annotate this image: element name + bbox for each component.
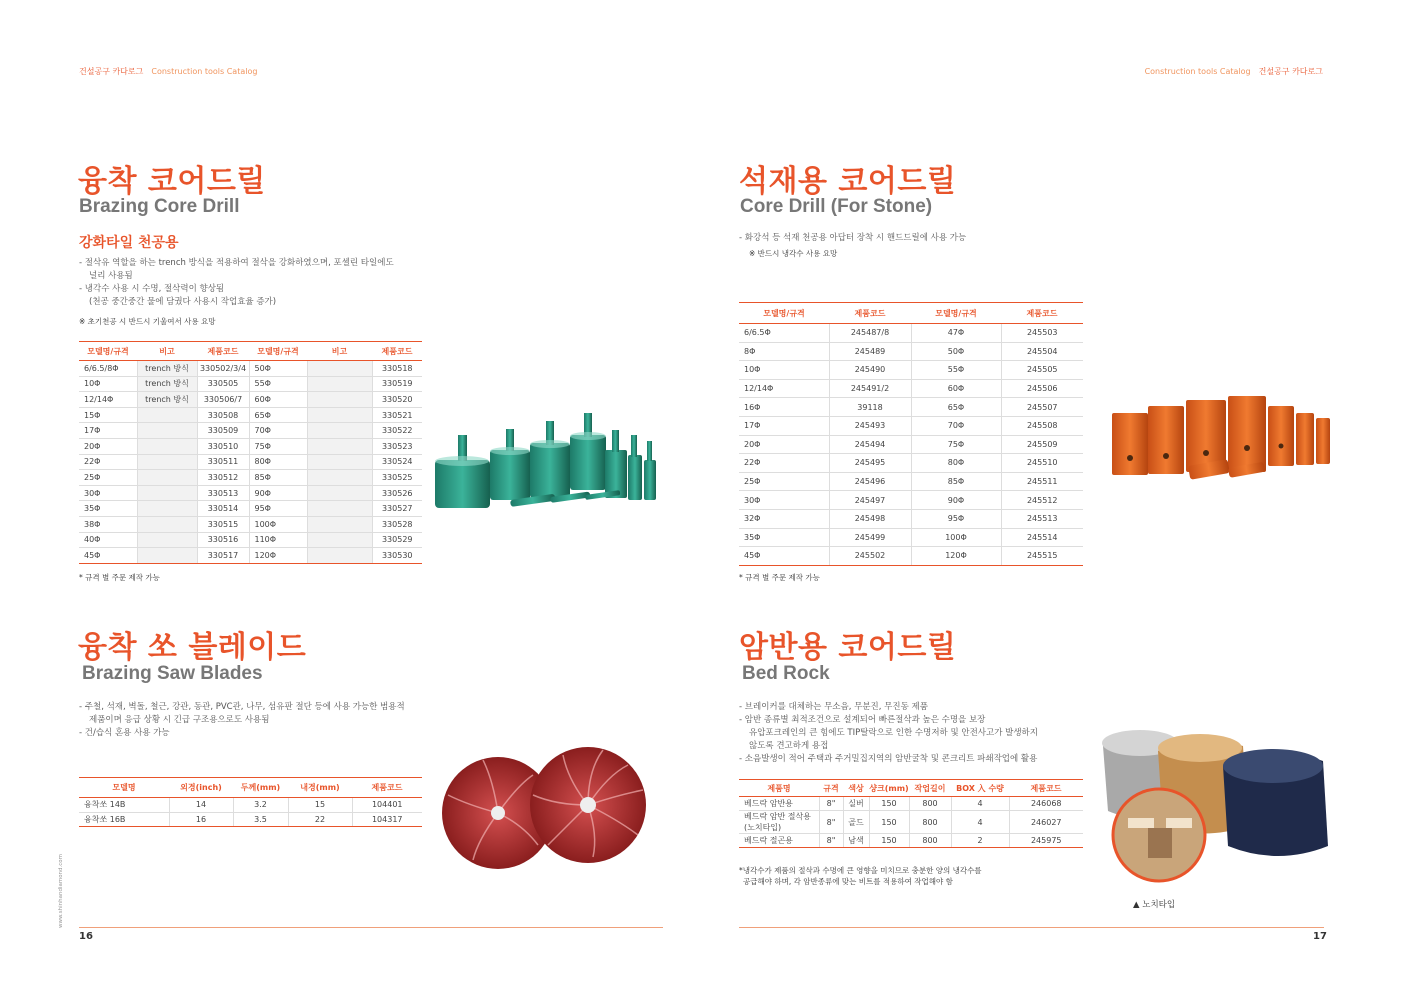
table-cell: 330521 — [372, 407, 422, 423]
table-cell — [137, 454, 197, 470]
table-cell: 800 — [909, 834, 951, 848]
table-cell — [307, 407, 372, 423]
table-row — [739, 342, 1083, 361]
table-cell: 330523 — [372, 438, 422, 454]
header-right-ko: 건설공구 카다로그 — [1258, 67, 1323, 76]
table-cell: 245509 — [1001, 435, 1083, 454]
table-cell: 베드락 암반 절삭용 (노치타입) — [739, 811, 819, 834]
table-cell: 55Φ — [249, 376, 307, 392]
footer-line-right — [739, 927, 1324, 928]
bullet: 제품이며 응급 상황 시 긴급 구조용으로도 사용됨 — [89, 715, 270, 725]
table-cell: 6/6.5Φ — [739, 324, 829, 343]
table-cell: 245508 — [1001, 416, 1083, 435]
table-cell: 100Φ — [911, 528, 1001, 547]
brazing-core-title: 융착 코어드릴 — [78, 164, 266, 199]
table-cell: 베드락 절곤용 — [739, 834, 819, 848]
table-cell: 35Φ — [79, 501, 137, 517]
table-cell: 245975 — [1009, 834, 1083, 848]
table-cell: 85Φ — [911, 472, 1001, 491]
table-cell: 75Φ — [911, 435, 1001, 454]
bullet: - 절삭유 역할을 하는 trench 방식을 적용하여 절삭을 강화하였으며, 포셀린 타일에도 — [79, 258, 394, 268]
bullet: - 주철, 석재, 벽돌, 철근, 강관, 동관, PVC관, 나무, 섬유판 절단 등에 사용 가능한 범용적 — [79, 702, 405, 712]
table-cell: 실버 — [843, 797, 869, 811]
table-cell: 80Φ — [249, 454, 307, 470]
table-cell — [307, 516, 372, 532]
table-cell: 245502 — [829, 547, 911, 566]
page-number-left: 16 — [79, 931, 93, 942]
brazing-core-footnote: * 규격 별 주문 제작 가능 — [79, 573, 160, 582]
table-row — [79, 548, 422, 564]
table-cell: 330509 — [197, 423, 249, 439]
table-cell — [307, 423, 372, 439]
table-cell: 95Φ — [249, 501, 307, 517]
table-cell: 50Φ — [911, 342, 1001, 361]
table-cell: 330517 — [197, 548, 249, 564]
table-cell: 245494 — [829, 435, 911, 454]
table-cell: 65Φ — [911, 398, 1001, 417]
table-cell: 3.5 — [233, 812, 288, 827]
table-cell: 246068 — [1009, 797, 1083, 811]
bullet: - 건/습식 혼용 사용 가능 — [79, 728, 170, 738]
table-cell: 330524 — [372, 454, 422, 470]
table-cell: 330515 — [197, 516, 249, 532]
table-cell: 15 — [288, 798, 352, 813]
table-header: 모델명/규격 — [911, 303, 1001, 324]
table-cell: 150 — [869, 811, 909, 834]
teal-core-drills-image — [430, 405, 665, 520]
table-header: 제품코드 — [352, 778, 422, 798]
table-cell: 80Φ — [911, 454, 1001, 473]
stone-core-title: 석재용 코어드릴 — [739, 164, 957, 199]
table-cell: 25Φ — [739, 472, 829, 491]
table-cell: 10Φ — [739, 361, 829, 380]
table-cell: 104317 — [352, 812, 422, 827]
table-cell: 남색 — [843, 834, 869, 848]
table-row — [79, 392, 422, 408]
table-cell: 330505 — [197, 376, 249, 392]
table-cell: 330502/3/4 — [197, 361, 249, 377]
footer-line-left — [79, 927, 663, 928]
table-cell — [307, 501, 372, 517]
table-cell: 22Φ — [739, 454, 829, 473]
table-cell: 245498 — [829, 509, 911, 528]
table-cell: 100Φ — [249, 516, 307, 532]
table-cell: 245495 — [829, 454, 911, 473]
table-cell — [307, 361, 372, 377]
table-cell: 8" — [819, 797, 843, 811]
table-cell: 39118 — [829, 398, 911, 417]
header-left — [79, 66, 257, 77]
table-cell: 32Φ — [739, 509, 829, 528]
table-cell: 90Φ — [911, 491, 1001, 510]
table-cell: 10Φ — [79, 376, 137, 392]
table-cell — [137, 516, 197, 532]
table-cell: 330526 — [372, 485, 422, 501]
table-header: 제품코드 — [372, 342, 422, 361]
table-row — [739, 528, 1083, 547]
table-cell: 245505 — [1001, 361, 1083, 380]
table-cell: 330519 — [372, 376, 422, 392]
table-header: 제품코드 — [197, 342, 249, 361]
table-cell: 15Φ — [79, 407, 137, 423]
table-row — [79, 532, 422, 548]
stone-core-footnote: * 규격 별 주문 제작 가능 — [739, 573, 820, 582]
bed-rock-footnote — [739, 865, 982, 887]
table-cell: 75Φ — [249, 438, 307, 454]
table-cell: 12/14Φ — [739, 379, 829, 398]
bullet: - 소음발생이 적어 주택과 주거밀집지역의 암반굴착 및 콘크리트 파쇄작업에 활용 — [739, 754, 1038, 764]
table-cell: 16 — [169, 812, 233, 827]
saw-blades-title: 융착 쏘 블레이드 — [78, 630, 307, 665]
table-header: 모델명/규격 — [79, 342, 137, 361]
table-cell — [307, 548, 372, 564]
brazing-core-bullets — [79, 257, 429, 309]
table-cell: 150 — [869, 834, 909, 848]
table-cell: trench 방식 — [137, 376, 197, 392]
table-header: 외경(inch) — [169, 778, 233, 798]
table-row — [739, 509, 1083, 528]
table-cell: 30Φ — [739, 491, 829, 510]
table-cell: 245515 — [1001, 547, 1083, 566]
table-cell: 60Φ — [911, 379, 1001, 398]
table-cell: 330506/7 — [197, 392, 249, 408]
table-cell — [307, 376, 372, 392]
bullet: - 암반 종류별 최적조건으로 설계되어 빠른절삭과 높은 수명을 보장 — [739, 715, 986, 725]
table-cell: trench 방식 — [137, 361, 197, 377]
table-cell: 246027 — [1009, 811, 1083, 834]
table-cell — [137, 438, 197, 454]
bed-rock-title: 암반용 코어드릴 — [739, 630, 957, 665]
table-cell: 245491/2 — [829, 379, 911, 398]
table-cell: 245510 — [1001, 454, 1083, 473]
brazing-core-warning: ※ 초기천공 시 반드시 기울여서 사용 요망 — [79, 317, 216, 326]
stone-core-table — [739, 302, 1083, 566]
table-header: 제품코드 — [1001, 303, 1083, 324]
table-cell: 245487/8 — [829, 324, 911, 343]
table-header: 제품명 — [739, 780, 819, 797]
table-cell: 330510 — [197, 438, 249, 454]
saw-blades-table — [79, 777, 422, 827]
page-number-right: 17 — [1313, 931, 1327, 942]
table-cell: 45Φ — [739, 547, 829, 566]
table-header: 제품코드 — [1009, 780, 1083, 797]
table-header: 내경(mm) — [288, 778, 352, 798]
table-cell: 골드 — [843, 811, 869, 834]
table-cell: 150 — [869, 797, 909, 811]
table-cell: 330516 — [197, 532, 249, 548]
table-cell: 베드락 암반용 — [739, 797, 819, 811]
table-cell: 40Φ — [79, 532, 137, 548]
table-cell: 245504 — [1001, 342, 1083, 361]
table-row — [79, 470, 422, 486]
table-cell: 245511 — [1001, 472, 1083, 491]
bed-rock-subtitle: Bed Rock — [742, 663, 830, 684]
stone-core-subtitle: Core Drill (For Stone) — [740, 196, 933, 217]
table-cell: 12/14Φ — [79, 392, 137, 408]
header-left-ko: 건설공구 카다로그 — [79, 67, 144, 76]
table-cell: 245514 — [1001, 528, 1083, 547]
table-cell — [307, 438, 372, 454]
table-cell: 8" — [819, 834, 843, 848]
table-cell: 65Φ — [249, 407, 307, 423]
header-right — [1145, 66, 1323, 77]
table-cell: 14 — [169, 798, 233, 813]
table-cell: 70Φ — [911, 416, 1001, 435]
table-header: 색상 — [843, 780, 869, 797]
table-row — [739, 491, 1083, 510]
table-cell: 330530 — [372, 548, 422, 564]
table-cell: 85Φ — [249, 470, 307, 486]
table-row — [739, 834, 1083, 848]
brazing-core-table — [79, 341, 422, 564]
table-cell: 4 — [951, 811, 1009, 834]
table-cell: 22 — [288, 812, 352, 827]
table-cell: 330529 — [372, 532, 422, 548]
bullet: - 브레이커를 대체하는 무소음, 무분진, 무진동 제품 — [739, 702, 928, 712]
table-cell — [137, 548, 197, 564]
brazing-core-subhead: 강화타일 천공용 — [79, 235, 179, 251]
table-header: BOX 入 수량 — [951, 780, 1009, 797]
table-cell: 3.2 — [233, 798, 288, 813]
table-cell — [307, 454, 372, 470]
bullet: - 화강석 등 석재 천공용 아답터 장착 시 핸드드릴에 사용 가능 — [739, 233, 967, 243]
table-cell: 120Φ — [249, 548, 307, 564]
table-row — [79, 798, 422, 813]
table-cell: 245496 — [829, 472, 911, 491]
table-cell: 800 — [909, 811, 951, 834]
table-row — [739, 379, 1083, 398]
table-row — [79, 501, 422, 517]
table-cell: 20Φ — [739, 435, 829, 454]
table-row — [739, 472, 1083, 491]
table-row — [739, 361, 1083, 380]
table-cell: 90Φ — [249, 485, 307, 501]
saw-blades-subtitle: Brazing Saw Blades — [82, 663, 263, 684]
table-cell: 245507 — [1001, 398, 1083, 417]
table-cell: 35Φ — [739, 528, 829, 547]
table-header: 모델명/규격 — [739, 303, 829, 324]
table-cell: 110Φ — [249, 532, 307, 548]
table-cell — [137, 532, 197, 548]
table-row — [739, 398, 1083, 417]
table-header: 제품코드 — [829, 303, 911, 324]
side-url: www.shinhandiamond.com — [58, 853, 64, 928]
bed-rock-bullets — [739, 701, 1099, 766]
header-right-en: Construction tools Catalog — [1144, 67, 1251, 76]
bullet: - 냉각수 사용 시 수명, 절삭력이 향상됨 — [79, 284, 225, 294]
table-header: 규격 — [819, 780, 843, 797]
table-cell: 330525 — [372, 470, 422, 486]
table-cell — [137, 485, 197, 501]
table-header: 작업길이 — [909, 780, 951, 797]
table-cell: 245489 — [829, 342, 911, 361]
table-cell: 17Φ — [79, 423, 137, 439]
table-cell: 245503 — [1001, 324, 1083, 343]
table-cell: 95Φ — [911, 509, 1001, 528]
table-cell: 104401 — [352, 798, 422, 813]
table-header: 비고 — [137, 342, 197, 361]
bed-rock-table — [739, 779, 1083, 848]
table-cell — [137, 501, 197, 517]
table-cell: 6/6.5/8Φ — [79, 361, 137, 377]
table-cell: 330518 — [372, 361, 422, 377]
table-cell: 120Φ — [911, 547, 1001, 566]
table-cell: 330522 — [372, 423, 422, 439]
table-cell: 2 — [951, 834, 1009, 848]
table-cell — [137, 470, 197, 486]
table-cell: 330527 — [372, 501, 422, 517]
table-row — [79, 438, 422, 454]
stone-core-bullets — [739, 232, 966, 245]
table-cell: 245497 — [829, 491, 911, 510]
table-cell: 8Φ — [739, 342, 829, 361]
notch-type-caption: ▲ 노치타입 — [1133, 900, 1176, 910]
table-cell: 22Φ — [79, 454, 137, 470]
table-cell — [137, 407, 197, 423]
saw-blades-bullets — [79, 701, 439, 740]
bullet: 유압포크레인의 큰 힘에도 TIP탈락으로 인한 수명저하 및 안전사고가 발생하지 — [749, 728, 1038, 738]
table-cell: 50Φ — [249, 361, 307, 377]
table-row — [739, 435, 1083, 454]
table-cell: 16Φ — [739, 398, 829, 417]
stone-core-warning: ※ 반드시 냉각수 사용 요망 — [749, 249, 838, 258]
brazing-core-subtitle: Brazing Core Drill — [79, 196, 240, 217]
bullet: 널리 사용됨 — [89, 271, 133, 281]
orange-core-drills-image — [1108, 388, 1336, 498]
table-cell — [307, 470, 372, 486]
table-cell — [307, 532, 372, 548]
table-cell: 47Φ — [911, 324, 1001, 343]
table-cell: 4 — [951, 797, 1009, 811]
table-cell: 융착쏘 14B — [79, 798, 169, 813]
table-row — [79, 423, 422, 439]
table-row — [739, 811, 1083, 834]
header-left-en: Construction tools Catalog — [151, 67, 258, 76]
bed-rock-image — [1098, 716, 1338, 896]
table-header: 샹크(mm) — [869, 780, 909, 797]
table-row — [79, 407, 422, 423]
table-cell: 330513 — [197, 485, 249, 501]
table-cell: 25Φ — [79, 470, 137, 486]
table-row — [739, 416, 1083, 435]
table-cell: 245513 — [1001, 509, 1083, 528]
saw-blades-image — [438, 745, 663, 870]
table-cell: 융착쏘 16B — [79, 812, 169, 827]
table-cell: 60Φ — [249, 392, 307, 408]
table-row — [739, 547, 1083, 566]
table-row — [79, 376, 422, 392]
table-cell: 330520 — [372, 392, 422, 408]
table-cell: 30Φ — [79, 485, 137, 501]
table-cell: 20Φ — [79, 438, 137, 454]
bullet: 않도록 견고하게 용접 — [749, 741, 829, 751]
table-header: 비고 — [307, 342, 372, 361]
table-cell: 17Φ — [739, 416, 829, 435]
table-row — [739, 454, 1083, 473]
table-cell: 45Φ — [79, 548, 137, 564]
bullet: (천공 중간중간 물에 담궜다 사용시 작업효율 증가) — [89, 297, 277, 307]
table-cell: 245506 — [1001, 379, 1083, 398]
table-cell — [307, 485, 372, 501]
table-cell: 330512 — [197, 470, 249, 486]
table-cell: 330511 — [197, 454, 249, 470]
table-row — [79, 516, 422, 532]
table-cell: 330514 — [197, 501, 249, 517]
footnote-line: 공급해야 하며, 각 암반종류에 맞는 비트를 적용하여 작업해야 함 — [743, 877, 953, 886]
table-row — [739, 797, 1083, 811]
table-cell: 330528 — [372, 516, 422, 532]
table-row — [79, 361, 422, 377]
table-cell: 245493 — [829, 416, 911, 435]
table-cell: 245490 — [829, 361, 911, 380]
table-header: 모델명 — [79, 778, 169, 798]
table-row — [79, 485, 422, 501]
footnote-line: *냉각수가 제품의 절삭과 수명에 큰 영향을 미치므로 충분한 양의 냉각수를 — [739, 866, 982, 875]
table-cell: 245499 — [829, 528, 911, 547]
table-cell — [307, 392, 372, 408]
table-cell: 55Φ — [911, 361, 1001, 380]
table-cell: trench 방식 — [137, 392, 197, 408]
table-cell: 70Φ — [249, 423, 307, 439]
table-cell: 245512 — [1001, 491, 1083, 510]
table-row — [79, 812, 422, 827]
table-cell: 330508 — [197, 407, 249, 423]
table-cell — [137, 423, 197, 439]
table-cell: 8" — [819, 811, 843, 834]
table-cell: 38Φ — [79, 516, 137, 532]
table-header: 두께(mm) — [233, 778, 288, 798]
table-header: 모델명/규격 — [249, 342, 307, 361]
table-cell: 800 — [909, 797, 951, 811]
table-row — [79, 454, 422, 470]
table-row — [739, 324, 1083, 343]
